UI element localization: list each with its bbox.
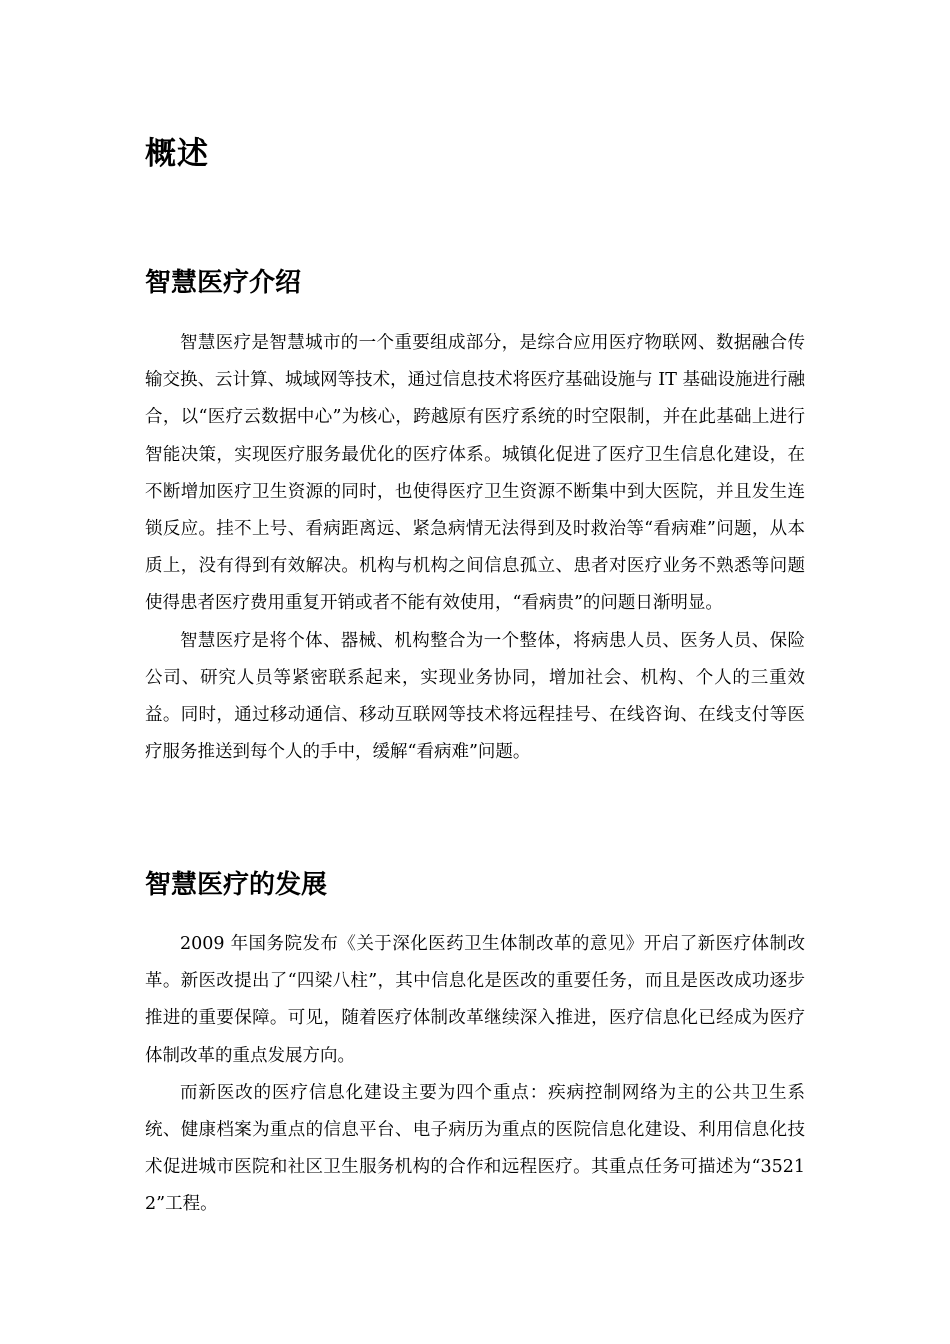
section-intro-body — [145, 325, 805, 771]
paragraph: 而新医改的医疗信息化建设主要为四个重点：疾病控制网络为主的公共卫生系统、健康档案为重点的信息平台、电子病历为重点的医院信息化建设、利用信息化技术促进城市医院和社区卫生服务机构的合作和远程医疗。其重点任务可描述为“35212”工程。 — [145, 1082, 805, 1215]
section-development-body — [145, 926, 805, 1224]
page-title: 概述 — [145, 136, 209, 172]
paragraph: 智慧医疗是智慧城市的一个重要组成部分，是综合应用医疗物联网、数据融合传输交换、云计算、城域网等技术，通过信息技术将医疗基础设施与 IT 基础设施进行融合，以“医疗云数据中心”为核心，跨越原有医疗系统的时空限制，并在此基础上进行智能决策，实现医疗服务最优化的医疗体系。城镇化促进了医疗卫生信息化建设，在不断增加医疗卫生资源的同时，也使得医疗卫生资源不断集中到大医院，并且发生连锁反应。挂不上号、看病距离远、紧急病情无法得到及时救治等“看病难”问题，从本质上，没有得到有效解决。机构与机构之间信息孤立、患者对医疗业务不熟悉等问题使得患者医疗费用重复开销或者不能有效使用，“看病贵”的问题日渐明显。 — [145, 333, 805, 614]
paragraph: 智慧医疗是将个体、器械、机构整合为一个整体，将病患人员、医务人员、保险公司、研究人员等紧密联系起来，实现业务协同，增加社会、机构、个人的三重效益。同时，通过移动通信、移动互联网等技术将远程挂号、在线咨询、在线支付等医疗服务推送到每个人的手中，缓解“看病难”问题。 — [145, 630, 805, 763]
paragraph: 2009 年国务院发布《关于深化医药卫生体制改革的意见》开启了新医疗体制改革。新医改提出了“四梁八柱”，其中信息化是医改的重要任务，而且是医改成功逐步推进的重要保障。可见，随着医疗体制改革继续深入推进，医疗信息化已经成为医疗体制改革的重点发展方向。 — [145, 934, 805, 1066]
section-heading-development: 智慧医疗的发展 — [145, 870, 328, 900]
section-heading-intro: 智慧医疗介绍 — [145, 268, 302, 298]
